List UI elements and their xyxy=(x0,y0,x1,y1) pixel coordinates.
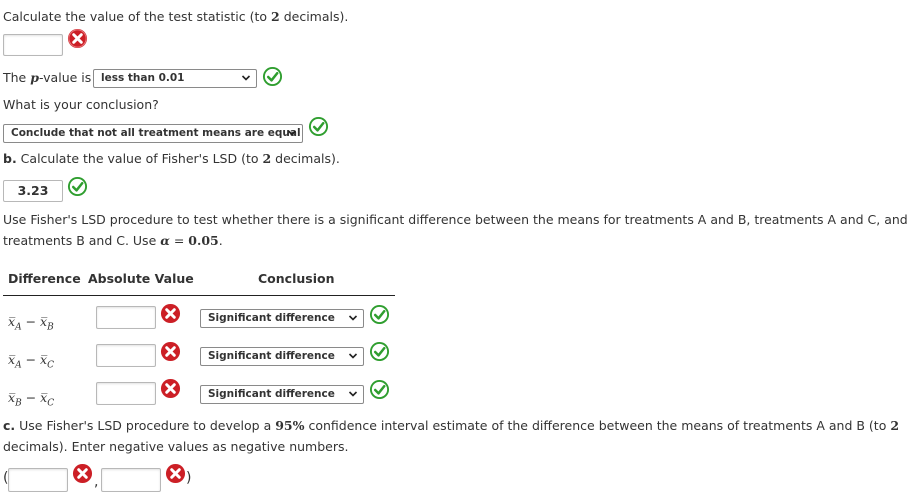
abs-value-input-ac[interactable] xyxy=(96,344,156,367)
conclusion-select-ab[interactable] xyxy=(200,309,364,328)
interval-upper-input[interactable] xyxy=(101,468,161,492)
x-circle-icon xyxy=(72,463,93,484)
chevron-down-icon xyxy=(348,351,358,361)
conclusion-select-ab-value: Significant difference xyxy=(208,312,335,324)
conclusion-select-value: Conclude that not all treatment means are equal xyxy=(11,127,301,139)
conclusion-question: What is your conclusion? xyxy=(3,97,159,112)
x-circle-icon xyxy=(160,341,181,362)
pvalue-select[interactable] xyxy=(93,69,257,88)
check-circle-icon xyxy=(369,341,390,362)
chevron-down-icon xyxy=(348,313,358,323)
difference-label-ab: $x̅_A$ − $x̅_B$ xyxy=(8,314,54,333)
header-conclusion: Conclusion xyxy=(258,271,335,286)
conclusion-select-ac-value: Significant difference xyxy=(208,350,335,362)
interval-open-paren: ( xyxy=(3,470,9,486)
part-b-question: b. Calculate the value of Fisher's LSD (to 2 decimals). xyxy=(3,151,340,166)
abs-value-input-bc[interactable] xyxy=(96,382,156,405)
interval-close-paren: ) xyxy=(186,470,192,486)
test-statistic-input[interactable] xyxy=(3,34,63,56)
difference-label-ac: $x̅_A$ − $x̅_C$ xyxy=(8,352,54,371)
conclusion-select-bc-value: Significant difference xyxy=(208,388,335,400)
difference-label-bc: $x̅_B$ − $x̅_C$ xyxy=(8,390,55,409)
check-circle-icon xyxy=(308,116,329,137)
check-circle-icon xyxy=(369,304,390,325)
pvalue-label: The p-value is xyxy=(3,70,92,85)
header-absolute-value: Absolute Value xyxy=(88,271,194,286)
header-difference: Difference xyxy=(8,271,81,286)
chevron-down-icon xyxy=(241,73,251,83)
interval-lower-input[interactable] xyxy=(8,468,68,492)
conclusion-select[interactable] xyxy=(3,124,303,143)
part-c-question-line1: c. Use Fisher's LSD procedure to develop a 95% confidence interval estimate of the difference between the means of treatments A and B (to 2 xyxy=(3,418,900,433)
conclusion-select-bc[interactable] xyxy=(200,385,364,404)
x-circle-icon xyxy=(160,303,181,324)
part-c-question-line2: decimals). Enter negative values as negative numbers. xyxy=(3,439,349,454)
abs-value-input-ab[interactable] xyxy=(96,306,156,329)
interval-separator: , xyxy=(94,474,99,490)
instructions-line2: treatments B and C. Use α = 0.05. xyxy=(3,233,223,248)
conclusion-select-ac[interactable] xyxy=(200,347,364,366)
x-circle-icon xyxy=(160,378,181,399)
chevron-down-icon xyxy=(287,128,297,138)
lsd-input[interactable]: 3.23 xyxy=(3,180,63,202)
instructions-line1: Use Fisher's LSD procedure to test whether there is a significant difference between the means for treatments A and B, treatments A and C, and xyxy=(3,212,908,227)
check-circle-icon xyxy=(369,379,390,400)
chevron-down-icon xyxy=(348,389,358,399)
check-circle-icon xyxy=(262,66,283,87)
check-circle-icon xyxy=(67,176,88,197)
pvalue-select-value: less than 0.01 xyxy=(101,72,185,84)
x-circle-icon xyxy=(67,28,88,49)
table-header-rule xyxy=(3,295,395,296)
test-statistic-question: Calculate the value of the test statistic (to 2 decimals). xyxy=(3,9,349,24)
x-circle-icon xyxy=(165,463,186,484)
